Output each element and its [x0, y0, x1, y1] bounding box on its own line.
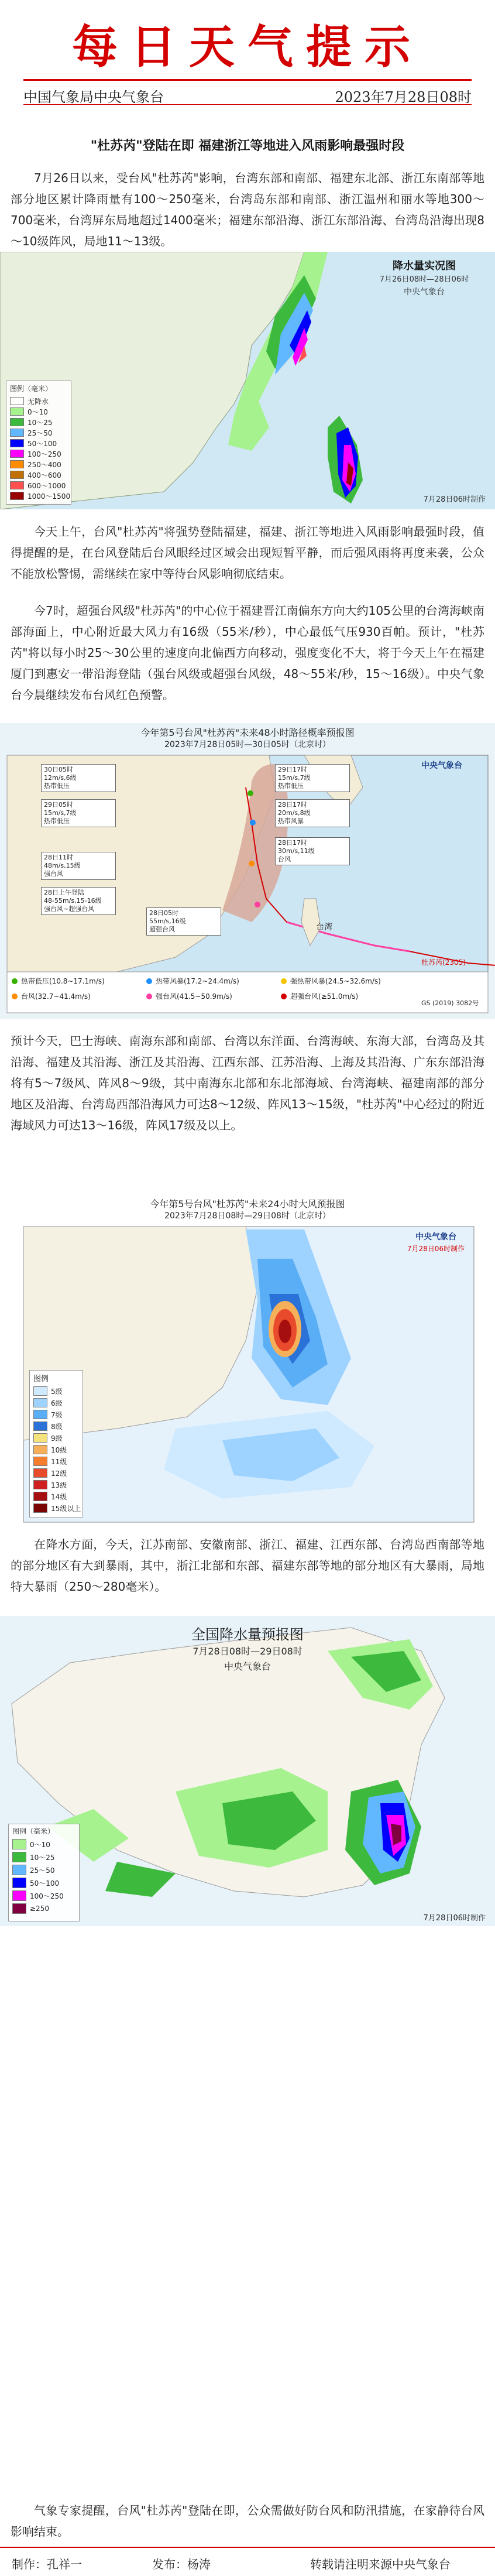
- legend-label: 台风(32.7~41.4m/s): [21, 992, 91, 1001]
- legend-label: ≥250: [30, 1904, 49, 1913]
- track-box-level: 强台风~超强台风: [44, 905, 95, 913]
- legend-label: 7级: [51, 1410, 63, 1419]
- legend-label: 强台风(41.5~50.9m/s): [156, 992, 232, 1001]
- legend-label: 100～250: [28, 450, 61, 458]
- legend-item: [30, 1397, 82, 1409]
- track-box-time: 29日17时: [278, 766, 307, 773]
- legend-title: 图例（毫米）: [10, 385, 53, 393]
- paragraph-text: 今天上午，台风"杜苏芮"将强势登陆福建，福建、浙江等地进入风雨影响最强时段，值得提醒的是，在台风登陆后台风眼经过区域会出现短暂平静，而后强风雨将再度来袭，公众不能放松警惕，需继续在家中等待台风影响彻底结束。: [11, 525, 484, 581]
- track-box-wind: 48m/s,15级: [44, 862, 81, 869]
- paragraph-text: 气象专家提醒，台风"杜苏芮"登陆在即，公众需做好防台风和防汛措施，在家静待台风影响结束。: [11, 2503, 484, 2539]
- legend-label: 400～600: [28, 471, 61, 479]
- legend-item: [6, 459, 71, 470]
- track-box: [41, 764, 116, 792]
- legend-swatch: [10, 450, 24, 458]
- track-box-time: 30日05时: [44, 766, 73, 773]
- legend-title: 图例（毫米）: [12, 1827, 55, 1835]
- legend-item: [30, 1444, 82, 1455]
- track-box-level: 热带低压: [44, 782, 70, 790]
- map1-subtitle: 7月26日08时—28日06时: [379, 275, 469, 284]
- legend-label: 15级以上: [51, 1504, 81, 1513]
- legend-swatch: [33, 1386, 47, 1396]
- observed-precip-map: [0, 252, 495, 509]
- map1-footer: 7月28日06时制作: [423, 495, 486, 504]
- legend-label: 超强台风(≥51.0m/s): [290, 992, 359, 1001]
- legend-label: 50～100: [30, 1879, 60, 1888]
- map3-org: 中央气象台: [415, 1232, 456, 1242]
- map2-start-label: 杜苏芮(2305): [421, 958, 466, 967]
- legend-item: [9, 1889, 79, 1902]
- track-box: [41, 799, 116, 827]
- legend-swatch: [10, 492, 24, 500]
- paragraph-4: [11, 1030, 484, 1136]
- map2-org: 中央气象台: [421, 761, 462, 770]
- track-box-level: 热带风暴: [278, 817, 304, 825]
- legend-rows: [6, 396, 71, 501]
- legend-label: 8级: [51, 1422, 63, 1431]
- map2-place: 台湾: [316, 923, 332, 932]
- map1-title: 降水量实况图: [393, 260, 456, 272]
- map3-stamp: 7月28日06时制作: [407, 1245, 465, 1253]
- map2-subtitle: 2023年7月28日05时—30日05时（北京时）: [164, 740, 331, 749]
- legend-item: [6, 491, 71, 501]
- legend-label: 10～25: [30, 1853, 55, 1862]
- legend-swatch: [281, 994, 287, 999]
- legend-item: [6, 470, 71, 480]
- legend-swatch: [10, 397, 24, 405]
- legend-swatch: [12, 1852, 26, 1862]
- legend-label: 9级: [51, 1434, 63, 1443]
- footer-editor: 发布：杨涛: [152, 2557, 211, 2571]
- track-box-wind: 15m/s,7级: [278, 774, 311, 782]
- map4-stamp: 7月28日06时制作: [423, 1914, 486, 1923]
- track-forecast-map: [0, 723, 495, 1019]
- map4-subtitle: 7月28日08时—29日08时: [192, 1646, 302, 1657]
- legend-swatch: [33, 1503, 47, 1513]
- legend-item: [30, 1502, 82, 1514]
- legend-swatch: [33, 1480, 47, 1489]
- precip-forecast-map: [0, 1616, 495, 1926]
- legend-item: [146, 991, 232, 1001]
- legend-swatch: [281, 978, 287, 984]
- legend-swatch: [10, 471, 24, 479]
- legend-label: 250～400: [28, 460, 61, 469]
- legend-item: [9, 1876, 79, 1889]
- paragraph-text: 预计今天，巴士海峡、南海东部和南部、台湾以东洋面、台湾海峡、东海大部，台湾岛及其沿海、福建及其沿海、浙江及其沿海、江西东部、江苏沿海、上海及其沿海、广东东部沿海将有5～7级风、阵风8～9级，其中南海东北部和东北部海域、台湾海峡、福建南部的部分地区及沿海、台湾岛西部沿海风力可达8～12级、阵风13～15级，"杜苏芮"中心经过的附近海域风力可达13～16级，阵风17级及以上。: [11, 1034, 484, 1132]
- legend-item: [12, 976, 105, 986]
- legend-swatch: [10, 429, 24, 437]
- map1-org: 中央气象台: [404, 287, 445, 297]
- track-box-level: 台风: [278, 855, 291, 863]
- paragraph-text: 7月26日以来，受台风"杜苏芮"影响，台湾东部和南部、福建东北部、浙江东南部等地部分地区累计降雨量有100～250毫米，台湾岛东部和南部、浙江温州和丽水等地300～700毫米，台湾屏东局地超过1400毫米；福建东部沿海、浙江东部沿海、台湾岛沿海出现8～10级阵风，局地11～13级。: [11, 171, 484, 248]
- track-box: [41, 852, 116, 880]
- legend-swatch: [10, 439, 24, 447]
- legend-swatch: [12, 1839, 26, 1849]
- legend-item: [30, 1420, 82, 1432]
- track-box: [275, 799, 350, 827]
- legend-swatch: [33, 1398, 47, 1407]
- track-box-time: 28日17时: [278, 839, 307, 847]
- legend-item: [30, 1491, 82, 1502]
- legend-label: 25～50: [28, 429, 53, 437]
- legend-item: [9, 1851, 79, 1864]
- legend-swatch: [10, 407, 24, 416]
- track-box-level: 超强台风: [149, 926, 175, 933]
- legend-item: [30, 1455, 82, 1467]
- legend-swatch: [33, 1410, 47, 1419]
- legend-item: [146, 976, 239, 986]
- legend-swatch: [12, 1903, 26, 1914]
- legend-swatch: [12, 1890, 26, 1901]
- page-title: 每日天气提示: [71, 20, 423, 74]
- legend-swatch: [12, 1878, 26, 1888]
- map4-title: 全国降水量预报图: [191, 1626, 304, 1643]
- legend-swatch: [33, 1433, 47, 1443]
- legend-label: 50～100: [28, 439, 57, 448]
- paragraph-6: [11, 2500, 484, 2542]
- legend-item: [6, 438, 71, 448]
- legend-item: [30, 1385, 82, 1397]
- legend-item: [12, 991, 91, 1001]
- legend-swatch: [146, 978, 152, 984]
- track-box-time: 28日上午登陆: [44, 889, 84, 896]
- map4-org: 中央气象台: [224, 1661, 271, 1672]
- track-box-level: 强台风: [44, 870, 63, 878]
- map3-subtitle: 2023年7月28日08时—29日08时（北京时）: [164, 1211, 331, 1221]
- map4-legend: [8, 1824, 80, 1921]
- legend-swatch: [12, 978, 18, 984]
- paragraph-text: 在降水方面，今天，江苏南部、安徽南部、浙江、福建、江西东部、台湾岛西南部等地的部分地区有大到暴雨，其中，浙江北部和东部、福建东部等地的部分地区有大暴雨，局地特大暴雨（250～280毫米）。: [11, 1537, 484, 1594]
- headline: "杜苏芮"登陆在即 福建浙江等地进入风雨影响最强时段: [90, 139, 405, 153]
- legend-label: 6级: [51, 1399, 63, 1407]
- footer-author: 制作：孔祥一: [12, 2557, 82, 2571]
- legend-item: [6, 396, 71, 406]
- legend-label: 热带低压(10.8~17.1m/s): [21, 977, 105, 985]
- legend-label: 12级: [51, 1469, 67, 1478]
- map3-legend: [29, 1370, 83, 1517]
- legend-item: [6, 480, 71, 491]
- legend-swatch: [10, 460, 24, 468]
- legend-item: [9, 1902, 79, 1915]
- legend-item: [9, 1864, 79, 1876]
- legend-title: 图例: [33, 1375, 49, 1383]
- legend-item: [6, 427, 71, 438]
- wind-forecast-map: [0, 1194, 495, 1525]
- paragraph-3: [11, 600, 484, 705]
- legend-item: [30, 1432, 82, 1444]
- map1-legend: [6, 381, 71, 505]
- legend-swatch: [33, 1492, 47, 1501]
- footer: [0, 2547, 495, 2576]
- legend-swatch: [10, 481, 24, 489]
- legend-swatch: [33, 1421, 47, 1431]
- legend-item: [6, 406, 71, 417]
- legend-label: 5级: [51, 1387, 63, 1396]
- legend-swatch: [33, 1457, 47, 1466]
- track-box-time: 28日17时: [278, 801, 307, 809]
- paragraph-2: [11, 521, 484, 584]
- legend-item: [281, 976, 381, 986]
- track-box-wind: 48-55m/s,15-16级: [44, 897, 102, 905]
- legend-item: [281, 991, 358, 1001]
- legend-label: 10～25: [28, 418, 53, 427]
- legend-item: [30, 1479, 82, 1491]
- legend-label: 600～1000: [28, 481, 66, 490]
- track-box: [146, 907, 221, 936]
- paragraph-1: [11, 167, 484, 252]
- legend-rows: [30, 1385, 82, 1514]
- legend-label: 25～50: [30, 1866, 55, 1875]
- legend-label: 100～250: [30, 1892, 64, 1900]
- legend-label: 0～10: [30, 1840, 50, 1849]
- legend-swatch: [10, 418, 24, 426]
- legend-swatch: [33, 1468, 47, 1478]
- legend-swatch: [146, 994, 152, 999]
- legend-swatch: [12, 994, 18, 999]
- track-box: [275, 837, 350, 865]
- legend-label: 14级: [51, 1492, 67, 1501]
- legend-swatch: [33, 1445, 47, 1454]
- track-box-wind: 30m/s,11级: [278, 847, 315, 855]
- legend-label: 强热带风暴(24.5~32.6m/s): [290, 977, 381, 985]
- legend-label: 无降水: [28, 397, 49, 406]
- track-box-level: 热带低压: [44, 817, 70, 825]
- paragraph-text: 今7时，超强台风级"杜苏芮"的中心位于福建晋江南偏东方向大约105公里的台湾海峡南部海面上，中心附近最大风力有16级（55米/秒），中心最低气压930百帕。预计，"杜苏芮"将以每小时25～30公里的速度向北偏西方向移动，强度变化不大，将于今天上午在福建厦门到惠安一带沿海登陆（强台风级或超强台风级，48～55米/秒，15～16级）。中央气象台今晨继续发布台风红色预警。: [11, 604, 484, 702]
- legend-item: [30, 1409, 82, 1420]
- legend-item: [30, 1467, 82, 1479]
- track-box-wind: 12m/s,6级: [44, 774, 77, 782]
- legend-rows: [9, 1838, 79, 1915]
- legend-item: [6, 417, 71, 427]
- footer-note: 转载请注明来源中央气象台: [310, 2557, 451, 2571]
- track-box-level: 热带低压: [278, 782, 304, 790]
- legend-label: 热带风暴(17.2~24.4m/s): [156, 977, 239, 985]
- paragraph-5: [11, 1534, 484, 1597]
- map2-gs: GS (2019) 3082号: [421, 999, 479, 1007]
- track-box-wind: 15m/s,7级: [44, 809, 77, 817]
- legend-label: 10级: [51, 1445, 67, 1454]
- track-box-wind: 20m/s,8级: [278, 809, 311, 817]
- track-box-wind: 55m/s,16级: [149, 917, 186, 925]
- legend-item: [9, 1838, 79, 1851]
- legend-label: 0～10: [28, 407, 48, 416]
- issue-datetime: 2023年7月28日08时: [335, 89, 472, 105]
- track-box-time: 29日05时: [44, 801, 73, 809]
- track-box-time: 28日05时: [149, 909, 178, 917]
- map2-title: 今年第5号台风"杜苏芮"未来48小时路径概率预报图: [140, 727, 355, 738]
- source-label: 中国气象局中央气象台: [23, 89, 164, 105]
- track-box: [275, 764, 350, 792]
- legend-label: 13级: [51, 1481, 67, 1489]
- track-box: [41, 887, 116, 915]
- legend-item: [6, 448, 71, 459]
- legend-label: 11级: [51, 1457, 67, 1466]
- legend-swatch: [12, 1865, 26, 1875]
- legend-label: 1000～1500: [28, 492, 71, 501]
- map2-legend: [12, 976, 415, 1009]
- map3-title: 今年第5号台风"杜苏芮"未来24小时大风预报图: [150, 1198, 345, 1210]
- track-box-time: 28日11时: [44, 854, 73, 861]
